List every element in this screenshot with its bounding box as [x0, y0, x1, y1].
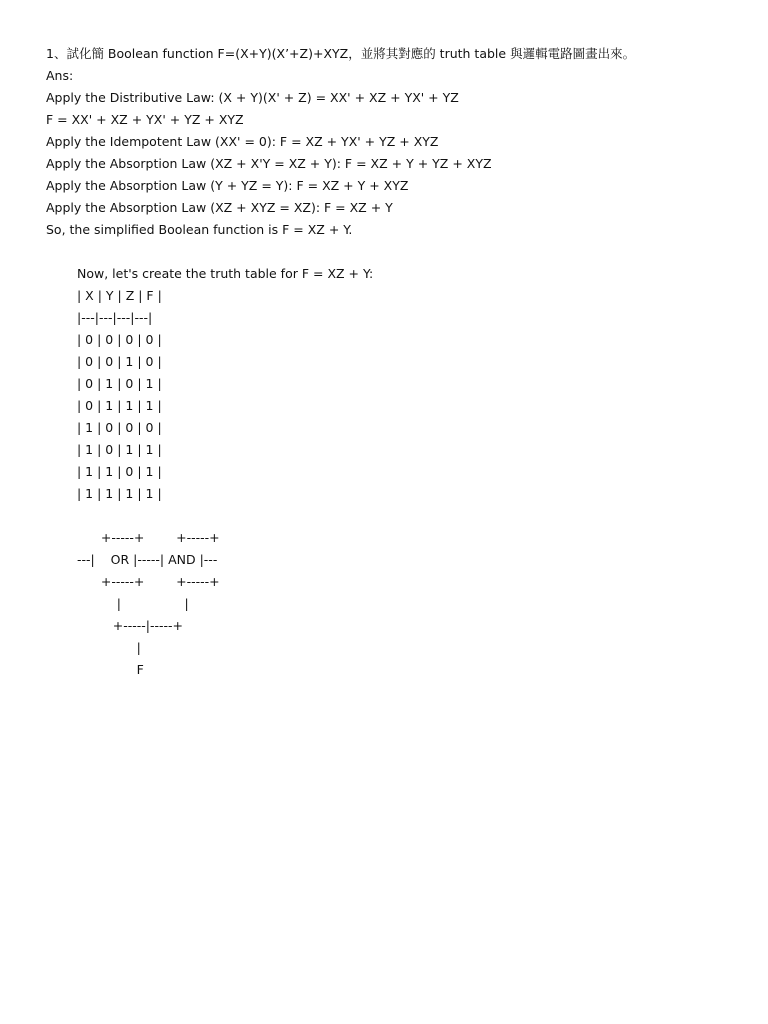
truth-table-row: | 0 | 0 | 0 | 0 | — [77, 332, 162, 347]
circuit-line: +-----|-----+ — [77, 618, 184, 633]
truth-table-row: | 0 | 0 | 1 | 0 | — [77, 354, 162, 369]
circuit-line: | | — [77, 596, 189, 611]
question-text: 1、試化簡 Boolean function F=(X+Y)(X’+Z)+XYZ，並將其對應的 truth table 與邏輯電路圖畫出來。 — [46, 46, 636, 61]
circuit-line: ---| OR |-----| AND |--- — [77, 552, 218, 567]
circuit-line: +-----+ +-----+ — [77, 574, 220, 589]
step-absorption-1: Apply the Absorption Law (XZ + X'Y = XZ + Y): F = XZ + Y + YZ + XYZ — [46, 156, 492, 171]
truth-table-row: | 0 | 1 | 1 | 1 | — [77, 398, 162, 413]
step-conclusion: So, the simplified Boolean function is F = XZ + Y. — [46, 222, 353, 237]
step-distributive: Apply the Distributive Law: (X + Y)(X' + Z) = XX' + XZ + YX' + YZ — [46, 90, 459, 105]
truth-table-separator: |---|---|---|---| — [77, 310, 153, 325]
step-absorption-3: Apply the Absorption Law (XZ + XYZ = XZ): F = XZ + Y — [46, 200, 393, 215]
answer-label: Ans: — [46, 68, 74, 83]
truth-table-header: | X | Y | Z | F | — [77, 288, 162, 303]
truth-table-row: | 1 | 1 | 0 | 1 | — [77, 464, 162, 479]
truth-table-row: | 1 | 0 | 0 | 0 | — [77, 420, 162, 435]
step-expanded: F = XX' + XZ + YX' + YZ + XYZ — [46, 112, 244, 127]
step-absorption-2: Apply the Absorption Law (Y + YZ = Y): F = XZ + Y + XYZ — [46, 178, 409, 193]
circuit-line: F — [77, 662, 144, 677]
truth-table-intro: Now, let's create the truth table for F = XZ + Y: — [77, 266, 374, 281]
circuit-line: +-----+ +-----+ — [77, 530, 220, 545]
truth-table-row: | 1 | 1 | 1 | 1 | — [77, 486, 162, 501]
truth-table-row: | 0 | 1 | 0 | 1 | — [77, 376, 162, 391]
step-idempotent: Apply the Idempotent Law (XX' = 0): F = XZ + YX' + YZ + XYZ — [46, 134, 439, 149]
circuit-line: | — [77, 640, 141, 655]
truth-table-row: | 1 | 0 | 1 | 1 | — [77, 442, 162, 457]
